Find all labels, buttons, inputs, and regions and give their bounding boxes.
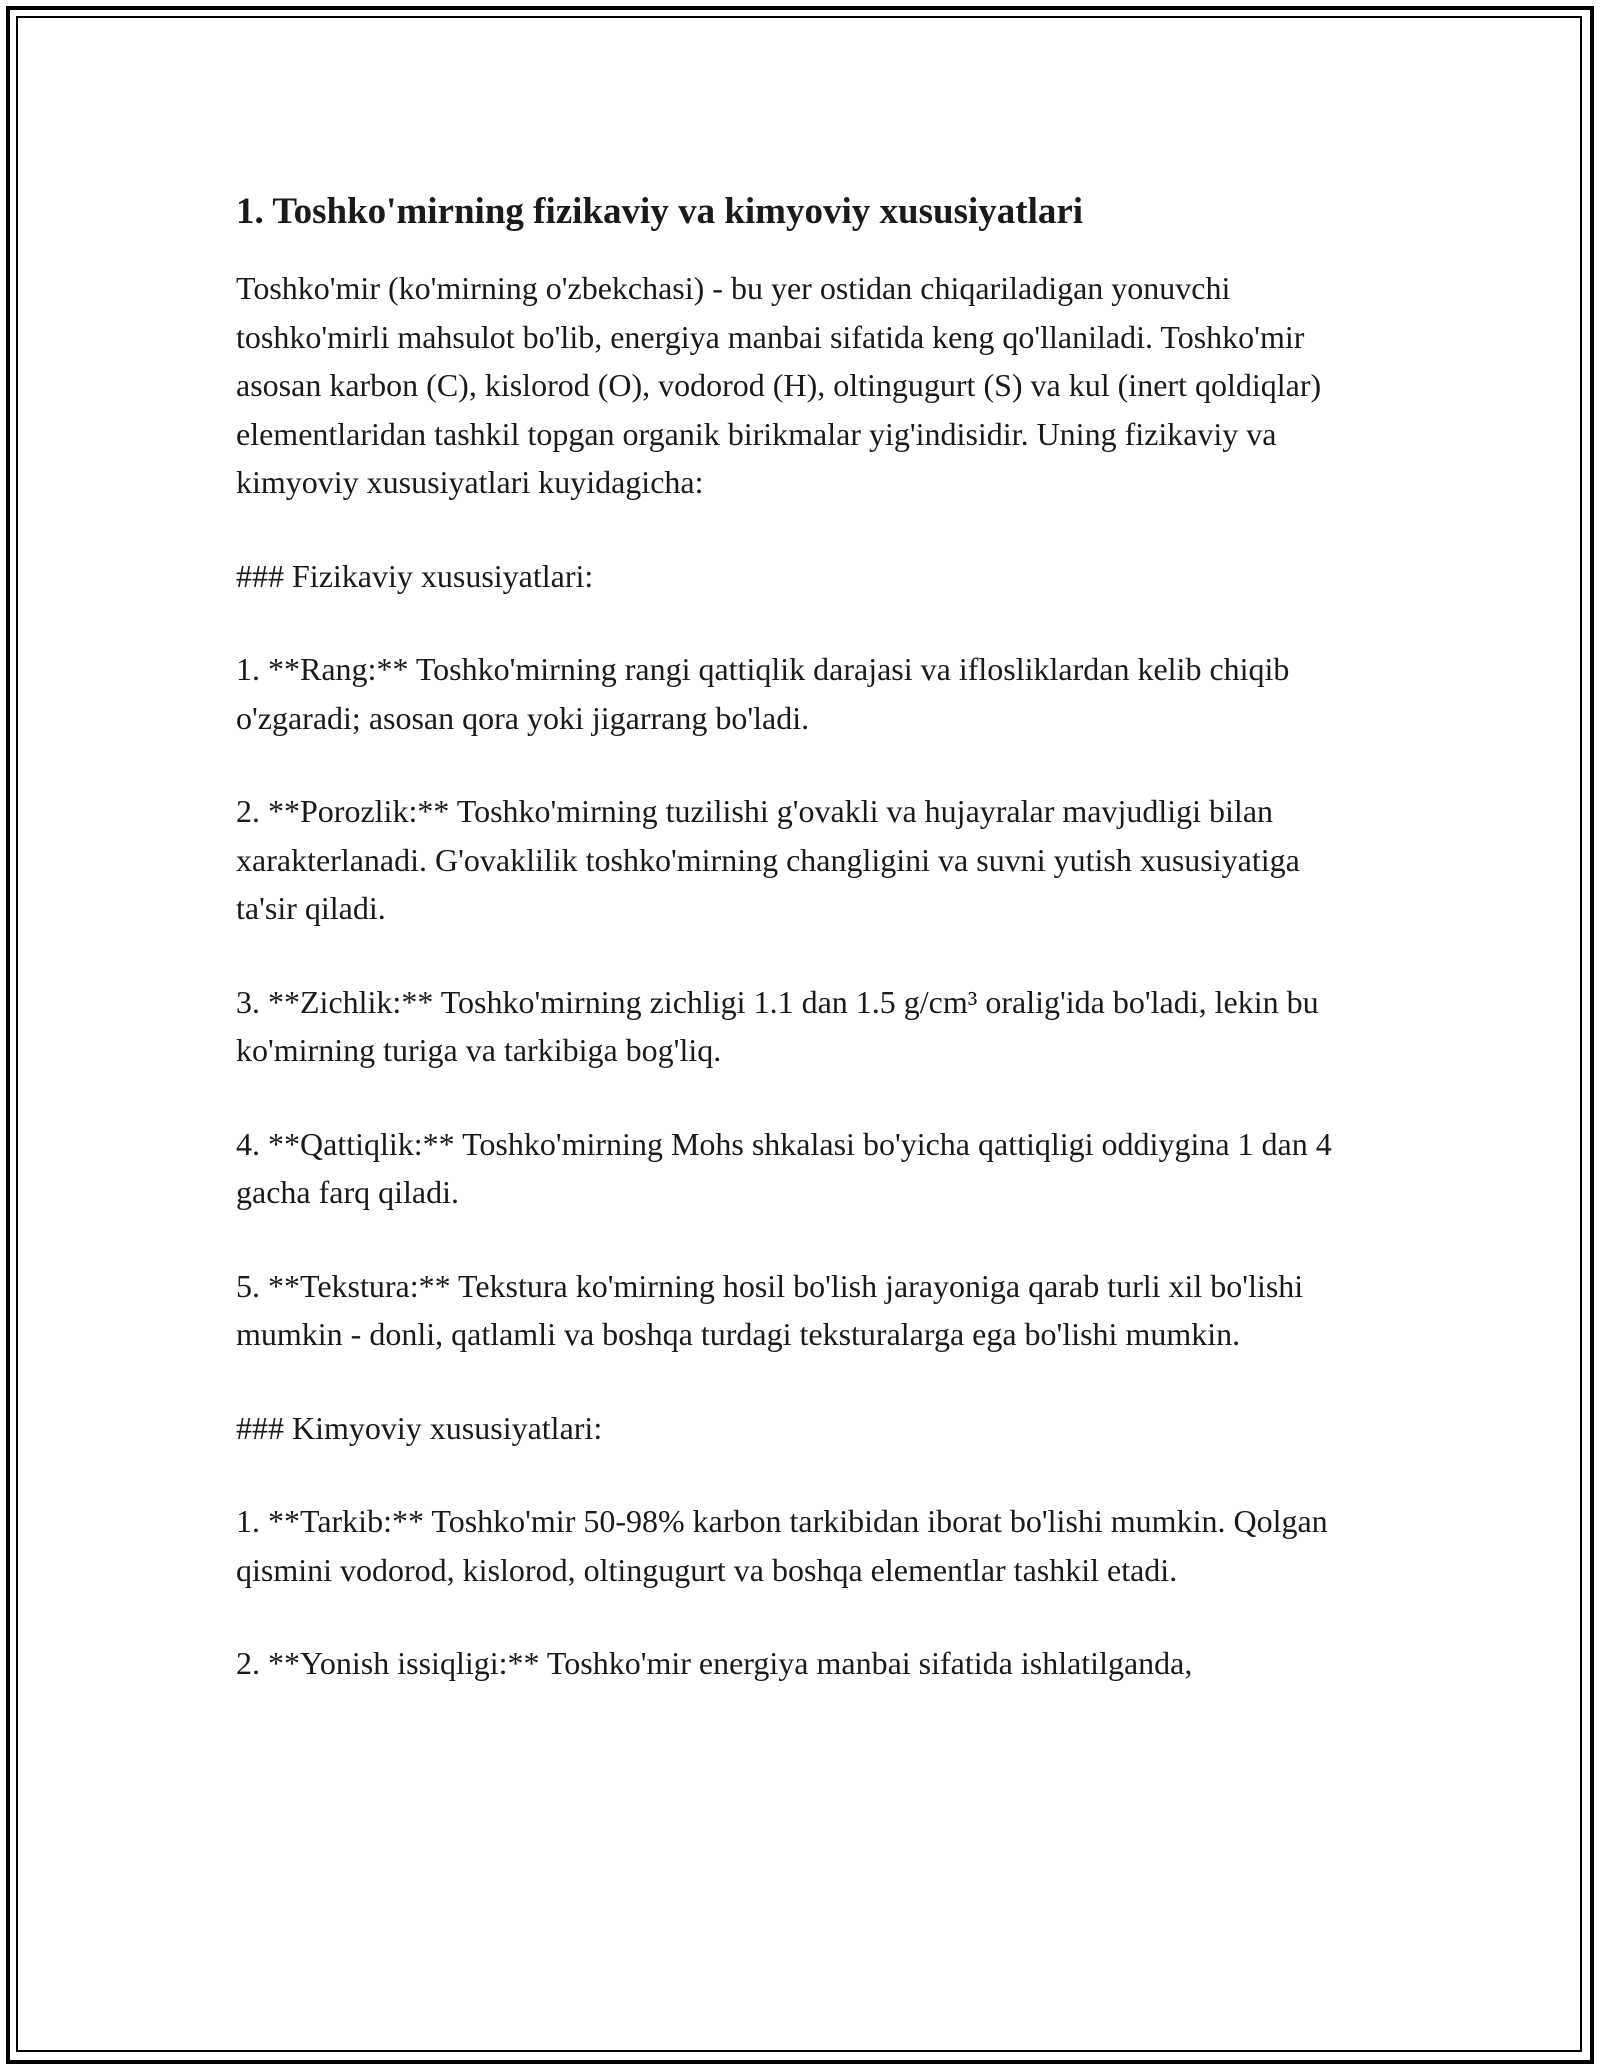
intro-paragraph: Toshko'mir (ko'mirning o'zbekchasi) - bu yer ostidan chiqariladigan yonuvchi toshko'mirli mahsulot bo'lib, energiya manbai sifatida keng qo'llaniladi. Toshko'mir asosan karbon (C), kislorod (O), vodorod (H), oltingugurt (S) va kul (inert qoldiqlar) elementlaridan tashkil topgan organik birikmalar yig'indisidir. Uning fizikaviy va kimyoviy xususiyatlari kuyidagicha: [236, 270, 1322, 500]
section-heading-chemical: ### Kimyoviy xususiyatlari: [236, 1409, 603, 1446]
document-title: 1. Toshko'mirning fizikaviy va kimyoviy xususiyatlari [236, 191, 1084, 232]
list-item-density: 3. **Zichlik:** Toshko'mirning zichligi 1.1 dan 1.5 g/cm³ oralig'ida bo'ladi, lekin bu ko'mirning turiga va tarkibiga bog'liq. [236, 983, 1319, 1068]
list-item-hardness: 4. **Qattiqlik:** Toshko'mirning Mohs shkalasi bo'yicha qattiqligi oddiygina 1 dan 4 gacha farq qiladi. [236, 1125, 1332, 1210]
section-heading-physical: ### Fizikaviy xususiyatlari: [236, 557, 594, 594]
list-item-texture: 5. **Tekstura:** Tekstura ko'mirning hosil bo'lish jarayoniga qarab turli xil bo'lishi mumkin - donli, qatlamli va boshqa turdagi teksturalarga ega bo'lishi mumkin. [236, 1267, 1304, 1352]
list-item-composition: 1. **Tarkib:** Toshko'mir 50-98% karbon tarkibidan iborat bo'lishi mumkin. Qolgan qismini vodorod, kislorod, oltingugurt va boshqa elementlar tashkil etadi. [236, 1503, 1328, 1588]
list-item-porosity: 2. **Porozlik:** Toshko'mirning tuzilishi g'ovakli va hujayralar mavjudligi bilan xarakterlanadi. G'ovaklilik toshko'mirning changligini va suvni yutish xususiyatiga ta'sir qiladi. [236, 793, 1300, 926]
document-page [236, 186, 1366, 1733]
list-item-color: 1. **Rang:** Toshko'mirning rangi qattiqlik darajasi va iflosliklardan kelib chiqib o'zgaradi; asosan qora yoki jigarrang bo'ladi. [236, 651, 1290, 736]
list-item-heat-of-combustion: 2. **Yonish issiqligi:** Toshko'mir energiya manbai sifatida ishlatilganda, [236, 1645, 1193, 1681]
